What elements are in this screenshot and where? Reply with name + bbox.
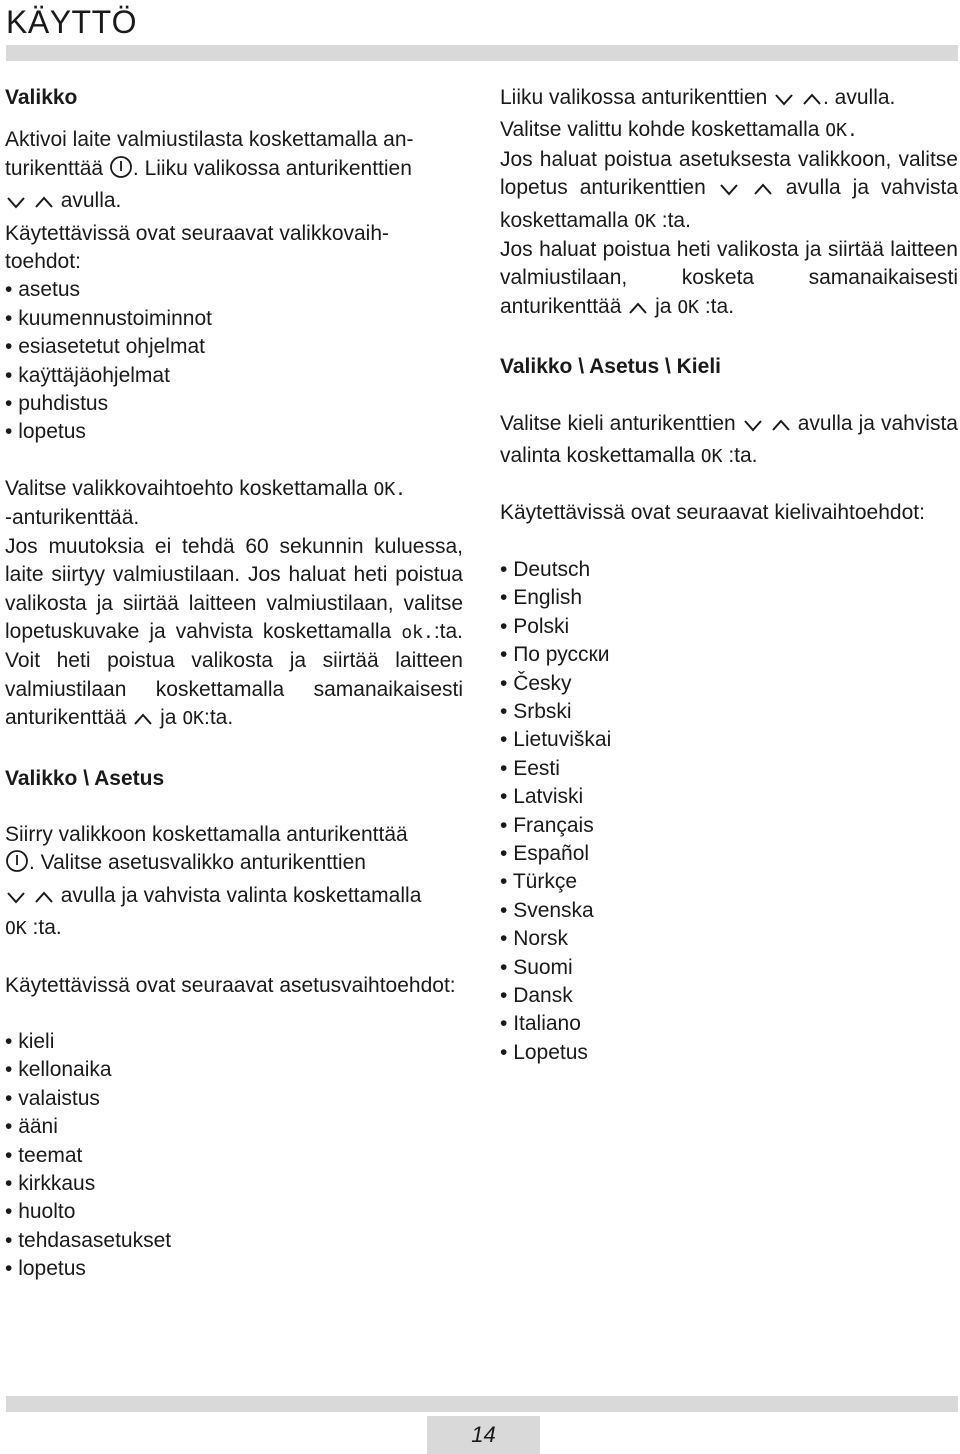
list-item: • Norsk: [500, 925, 958, 953]
language-options-list: [500, 556, 958, 1067]
list-item: • Italiano: [500, 1010, 958, 1038]
chevron-down-icon: [742, 414, 764, 442]
list-item: • puhdistus: [5, 390, 463, 418]
section-title-asetus: Valikko \ Asetus: [5, 766, 165, 790]
page-number: 14: [427, 1416, 540, 1454]
paragraph-settings-options: Käytettävissä ovat seuraavat asetusvaihtoehdot:: [5, 973, 456, 997]
list-item: • lopetus: [5, 418, 463, 446]
chevron-up-icon: [770, 414, 792, 442]
list-item: • kieli: [5, 1028, 463, 1056]
list-item: • valaistus: [5, 1085, 463, 1113]
list-item: • kirkkaus: [5, 1170, 463, 1198]
list-item: • Svenska: [500, 897, 958, 925]
chevron-up-icon: [33, 886, 55, 914]
list-item: • Česky: [500, 670, 958, 698]
list-item: • Español: [500, 840, 958, 868]
chevron-up-icon: [801, 88, 823, 116]
chevron-down-icon: [773, 88, 795, 116]
list-item: • asetus: [5, 276, 463, 304]
list-item: • Lopetus: [500, 1039, 958, 1067]
list-item: • esiasetetut ohjelmat: [5, 333, 463, 361]
list-item: • Dansk: [500, 982, 958, 1010]
list-item: • Suomi: [500, 954, 958, 982]
footer-rule: [6, 1396, 958, 1412]
chevron-up-icon: [627, 297, 649, 325]
list-item: • huolto: [5, 1198, 463, 1226]
list-item: • tehdasasetukset: [5, 1227, 463, 1255]
left-column: [5, 84, 463, 1284]
page-title: KÄYTTÖ: [6, 4, 138, 40]
list-item: • По русски: [500, 641, 958, 669]
list-item: • kaÿttäjäohjelmat: [5, 362, 463, 390]
power-icon: [5, 849, 29, 881]
list-item: • teemat: [5, 1142, 463, 1170]
list-item: • Français: [500, 812, 958, 840]
paragraph-select-option: Valitse valikkovaihtoehto koskettamalla OK. -anturikenttää. Jos muutoksia ei tehdä 60 sekunnin kuluessa, laite siirtyy valmiustilaan. Jos haluat heti poistua valikosta ja siirtää laitteen valmiustilaan, valitse lopetuskuvake ja vahvista koskettamalla ok.:ta. Voit heti poistua valikosta ja siirtää laitteen valmiustilaan koskettamalla samanaikaisesti anturikenttää ja OK:ta.: [5, 475, 463, 737]
chevron-down-icon: [718, 178, 740, 206]
chevron-up-icon: [33, 191, 55, 219]
chevron-up-icon: [132, 708, 154, 736]
right-column: [500, 84, 958, 1067]
list-item: • ääni: [5, 1113, 463, 1141]
section-title-valikko: Valikko: [5, 86, 78, 109]
paragraph-select-language: Valitse kieli anturikenttien avulla ja vahvista valinta koskettamalla OK :ta.: [500, 411, 958, 468]
list-item: • kuumennustoiminnot: [5, 305, 463, 333]
power-icon: [109, 155, 133, 187]
paragraph-navigate: Liiku valikossa anturikenttien . avulla. Valitse valittu kohde koskettamalla OK. Jos haluat poistua asetuksesta valikkoon, valitse lopetus anturikenttien avulla ja vahvista koskettamalla OK :ta. Jos haluat poistua heti valikosta ja siirtää laitteen valmiustilaan, kosketa samanaikaisesti anturikenttää ja OK :ta.: [500, 84, 958, 325]
header-rule: [6, 45, 958, 61]
chevron-up-icon: [752, 178, 774, 206]
list-item: • kellonaika: [5, 1056, 463, 1084]
paragraph-activate: Aktivoi laite valmiustilasta koskettamalla an- turikenttää . Liiku valikossa anturikenttien avulla. Käytettävissä ovat seuraavat valikkovaih- toehdot:: [5, 128, 414, 274]
paragraph-enter-settings: Siirry valikkoon koskettamalla anturikenttää . Valitse asetusvalikko anturikenttien avulla ja vahvista valinta koskettamalla OK :ta.: [5, 822, 422, 940]
chevron-down-icon: [5, 886, 27, 914]
list-item: • Polski: [500, 613, 958, 641]
chevron-down-icon: [5, 191, 27, 219]
settings-options-list: [5, 1028, 463, 1284]
list-item: • Lietuviškai: [500, 726, 958, 754]
list-item: • lopetus: [5, 1255, 463, 1283]
list-item: • Eesti: [500, 755, 958, 783]
list-item: • Türkçe: [500, 868, 958, 896]
menu-options-list: [5, 276, 463, 446]
list-item: • Deutsch: [500, 556, 958, 584]
list-item: • Srbski: [500, 698, 958, 726]
list-item: • Latviski: [500, 783, 958, 811]
section-title-kieli: Valikko \ Asetus \ Kieli: [500, 355, 721, 379]
paragraph-language-options: Käytettävissä ovat seuraavat kielivaihtoehdot:: [500, 501, 925, 525]
list-item: • English: [500, 584, 958, 612]
